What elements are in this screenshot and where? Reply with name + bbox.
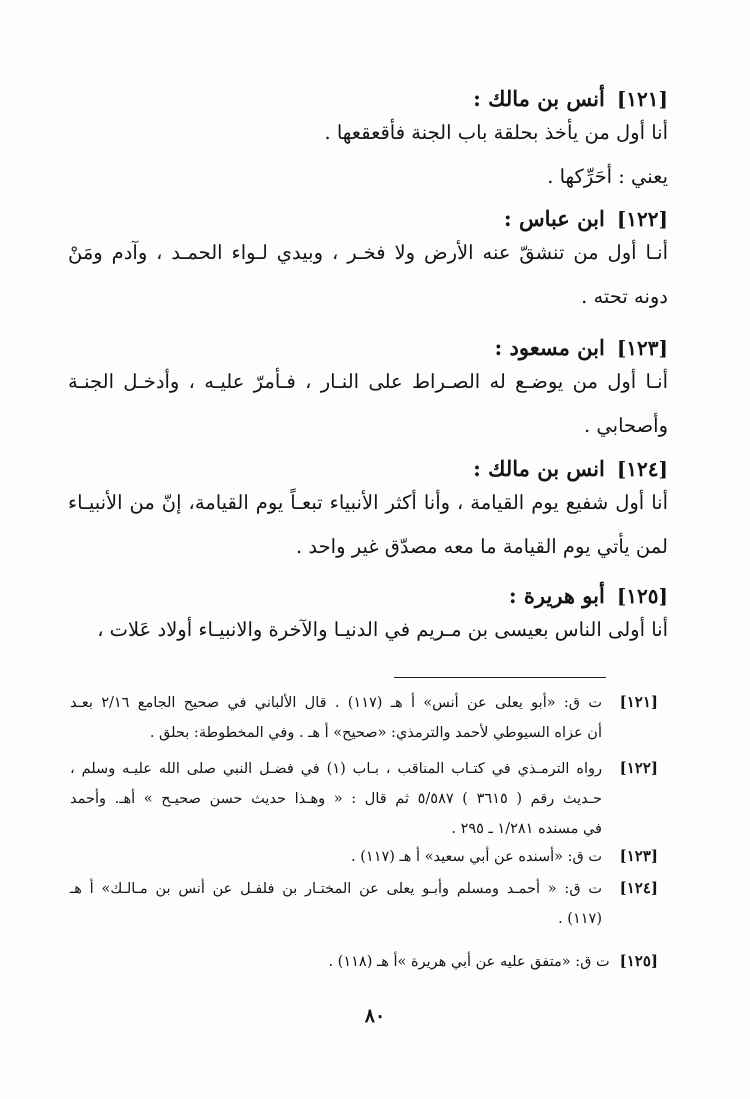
footnote-number: [١٢٥] — [619, 952, 658, 970]
footnote-number: [١٢١] — [619, 693, 658, 711]
hadith-text-line: أنا أول من يأخذ بحلقة باب الجنة فأقعقعها . — [324, 121, 668, 144]
footnote-line: في مسنده ١/٢٨١ ـ ٢٩٥ . — [451, 821, 602, 837]
narrator-name: ابن عباس : — [503, 206, 605, 231]
narrator-name: أنس بن مالك : — [473, 86, 605, 111]
footnote-number: [١٢٣] — [619, 847, 658, 865]
footnote-line: أن عزاه السيوطي لأحمد والترمذي: «صحيح» أ هـ . وفي المخطوطة: بحلق . — [149, 725, 602, 741]
hadith-text-line: يعني : أحَرِّكها . — [547, 165, 668, 188]
page-number: ٨٠ — [364, 1005, 386, 1027]
entry-number: [١٢١] — [616, 87, 668, 111]
footnote-line: ت ق: « أحمـد ومسلم وأبـو يعلى عن المختـار بن فلفـل عن أنس بن مـالـك» أ هـ — [70, 881, 602, 897]
footnote — [70, 688, 658, 748]
narrator-name: أبو هريرة : — [508, 583, 605, 608]
hadith-entry — [68, 206, 668, 319]
hadith-text-line: أنـا أول من تنشقّ عنه الأرض ولا فخـر ، وبيدي لـواء الحمـد ، وآدم ومَنْ — [68, 241, 668, 264]
footnote-line: (١١٧) . — [558, 911, 602, 927]
footnote-line: رواه الترمـذي في كتـاب المناقب ، بـاب (١) في فضـل النبي صلى الله عليـه وسلم ، — [70, 761, 602, 777]
footnote-number: [١٢٢] — [619, 759, 658, 777]
footnote-line: حـديث رقم ( ٣٦١٥ ) ٥/٥٨٧ ثم قال : « وهـذا حديث حسن صحيـح » أهـ. وأحمد — [70, 791, 602, 807]
entry-heading — [68, 86, 668, 111]
hadith-entry — [68, 86, 668, 199]
footnote-line: ت ق: «أسنده عن أبي سعيد» أ هـ (١١٧) . — [351, 849, 602, 865]
entry-heading — [68, 456, 668, 481]
footnote-line: ت ق: «أبو يعلى عن أنس» أ هـ (١١٧) . قال الألباني في صحيح الجامع ٢/١٦ بعـد — [70, 695, 602, 711]
entry-heading — [68, 583, 668, 608]
footnote-line: ت ق: «متفق عليه عن أبي هريرة »أ هـ (١١٨) . — [328, 954, 610, 970]
hadith-text-line: وأصحابي . — [584, 414, 668, 437]
footnote — [70, 754, 658, 844]
entry-heading — [68, 206, 668, 231]
narrator-name: ابن مسعود : — [494, 335, 605, 360]
entry-number: [١٢٣] — [616, 336, 668, 360]
footnote — [70, 874, 658, 934]
hadith-text-line: دونه تحته . — [581, 285, 668, 308]
narrator-name: انس بن مالك : — [473, 456, 605, 481]
footnote-number: [١٢٤] — [619, 879, 658, 897]
hadith-entry — [68, 583, 668, 652]
entry-heading — [68, 335, 668, 360]
entry-number: [١٢٥] — [616, 584, 668, 608]
footnote-separator — [394, 677, 606, 678]
hadith-text-line: لمن يأتي يوم القيامة ما معه مصدّق غير واحد . — [296, 535, 668, 558]
hadith-entry — [68, 335, 668, 448]
hadith-entry — [68, 456, 668, 569]
footnote — [70, 842, 658, 872]
hadith-text-line: أنـا أول من يوضـع له الصـراط على النـار ، فـأمرّ عليـه ، وأدخـل الجنـة — [68, 370, 668, 393]
entry-number: [١٢٢] — [616, 207, 668, 231]
entry-number: [١٢٤] — [616, 457, 668, 481]
hadith-text-line: أنا أول شفيع يوم القيامة ، وأنا أكثر الأنبياء تبعـاً يوم القيامة، إنّ من الأنبيـاء — [68, 491, 668, 514]
footnote — [70, 947, 658, 977]
hadith-text-line: أنا أولى الناس بعيسى بن مـريم في الدنيـا والآخرة والانبيـاء أولاد عَلات ، — [97, 618, 668, 641]
